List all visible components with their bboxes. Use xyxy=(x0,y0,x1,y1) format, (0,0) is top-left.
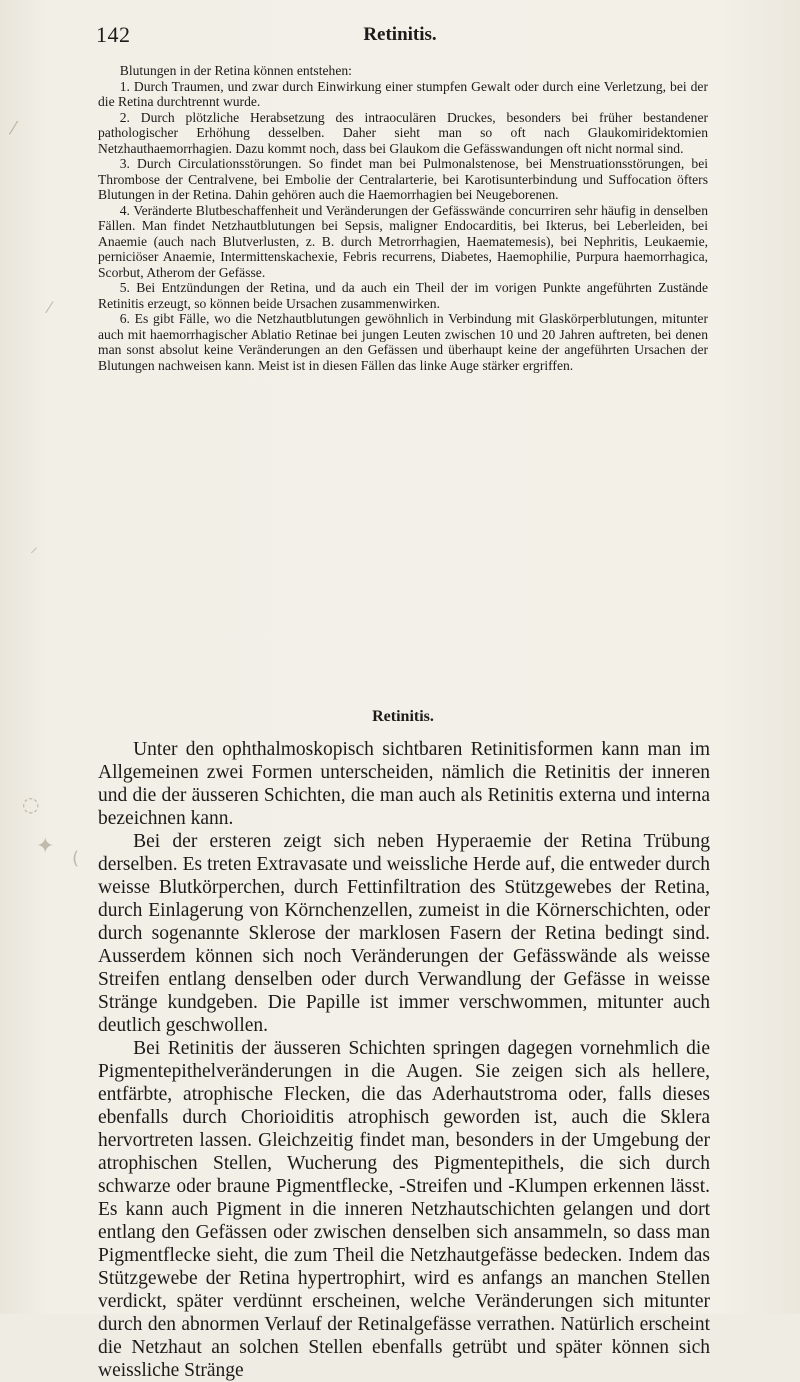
cause-paragraph-2: 2. Durch plötzliche Herabsetzung des intraoculären Druckes, besonders bei früher bestandener pathologischer Erhöhung desselben. Daher sieht man so oft nach Glaukomiridektomien Netzhauthaemorrhagien. Dazu kommt noch, dass bei Glaukom die Gefässwandungen oft nicht normal sind. xyxy=(98,109,708,156)
margin-pencil-mark: ⸝ xyxy=(30,537,39,556)
cause-paragraph-4: 4. Veränderte Blutbeschaffenheit und Veränderungen der Gefässwände concurriren sehr häufig in denselben Fällen. Man findet Netzhautblutungen bei Sepsis, maligner Endocarditis, bei Ikterus, bei Leberleiden, bei Anaemie (auch nach Blutverlusten, z. B. durch Metrorrhagien, Haematemesis), bei Nephritis, Leukaemie, perniciöser Anaemie, Intermittenskachexie, Febris recurrens, Diabetes, Haemophilie, Purpura haemorrhagica, Scorbut, Atherom der Gefässe. xyxy=(98,202,708,280)
body-paragraph-2: Bei der ersteren zeigt sich neben Hyperaemie der Retina Trübung derselben. Es treten Extravasate und weissliche Herde auf, die entweder durch weisse Blutkörperchen, durch Fettinfiltration des Stützgewebes der Retina, durch Einlagerung von Körnchenzellen, zumeist in die Körnerschichten, oder durch sogenannte Sklerose der marklosen Fasern der Retina bedingt sind. Ausserdem können sich noch Veränderungen der Gefässwände als weisse Streifen entlang denselben oder durch Verwandlung der Gefässe in weisse Stränge kundgeben. Die Papille ist immer verschwommen, mitunter auch deutlich geschwollen. xyxy=(98,831,710,1036)
margin-pencil-mark: ( xyxy=(72,848,80,869)
cause-paragraph-5: 5. Bei Entzündungen der Retina, und da auch ein Theil der im vorigen Punkte angeführten Zustände Retinitis erzeugt, so können beide Ursachen zusammenwirken. xyxy=(98,280,708,311)
body-paragraph-3: Bei Retinitis der äusseren Schichten springen dagegen vornehmlich die Pigmentepithelveränderungen in die Augen. Sie zeigen sich als hellere, entfärbte, atrophische Flecken, die das Aderhautstroma oder, falls dieses ebenfalls durch Chorioiditis atrophisch geworden ist, auch die Sklera hervortreten lassen. Gleichzeitig findet man, besonders in der Umgebung der atrophischen Stellen, Wucherung des Pigmentepithels, die sich durch schwarze oder braune Pigmentflecke, -Streifen und -Klumpen erkennen lässt. Es kann auch Pigment in die inneren Netzhautschichten gelangen und dort entlang den Gefässen oder zwischen denselben sich ansammeln, so dass man Pigmentflecke sieht, die zum Theil die Netzhautgefässe bedecken. Indem das Stützgewebe der Retina hypertrophirt, wird es anfangs an manchen Stellen verdickt, später verdünnt erscheinen, welche Veränderungen sich mitunter durch den abnormen Verlauf der Retinalgefässe verrathen. Natürlich erscheint die Netzhaut an solchen Stellen ebenfalls getrübt und später können sich weissliche Stränge xyxy=(98,1038,710,1381)
page-header xyxy=(96,22,704,52)
margin-pencil-mark: ✦ xyxy=(36,834,55,859)
main-text-section xyxy=(98,738,710,1382)
cause-paragraph-3: 3. Durch Circulationsstörungen. So findet man bei Pulmonalstenose, bei Menstruationsstörungen, bei Thrombose der Centralvene, bei Embolie der Centralarterie, bei Karotisunterbindung und Suffocation öfters Blutungen in der Retina. Dahin gehören auch die Haemorrhagien bei Neugeborenen. xyxy=(98,156,708,202)
margin-pencil-mark: ⁄ xyxy=(12,118,16,139)
body-paragraph-1: Unter den ophthalmoskopisch sichtbaren Retinitisformen kann man im Allgemeinen zwei Formen unterscheiden, nämlich die Retinitis der inneren und die der äusseren Schichten, die man auch als Retinitis externa und interna bezeichnen kann. xyxy=(98,739,710,829)
section-heading: Retinitis. xyxy=(372,708,434,725)
page-number: 142 xyxy=(96,22,131,47)
running-head: Retinitis. xyxy=(363,24,437,45)
small-print-section xyxy=(98,63,708,373)
margin-pencil-mark: ⁄ xyxy=(48,298,51,317)
intro-paragraph: Blutungen in der Retina können entstehen: xyxy=(119,63,352,78)
cause-paragraph-6: 6. Es gibt Fälle, wo die Netzhautblutungen gewöhnlich in Verbindung mit Glaskörperblutungen, mitunter auch mit haemorrhagischer Ablatio Retinae bei jungen Leuten zwischen 10 und 20 Jahren auftreten, bei denen man sonst absolut keine Veränderungen an den Gefässen und überhaupt keine der angeführten Ursachen der Blutungen nachweisen kann. Meist ist in diesen Fällen das linke Auge stärker ergriffen. xyxy=(98,311,708,373)
margin-pencil-mark: ◌ xyxy=(22,792,40,816)
cause-paragraph-1: 1. Durch Traumen, und zwar durch Einwirkung einer stumpfen Gewalt oder durch eine Verletzung, bei der die Retina durchtrennt wurde. xyxy=(98,78,708,109)
